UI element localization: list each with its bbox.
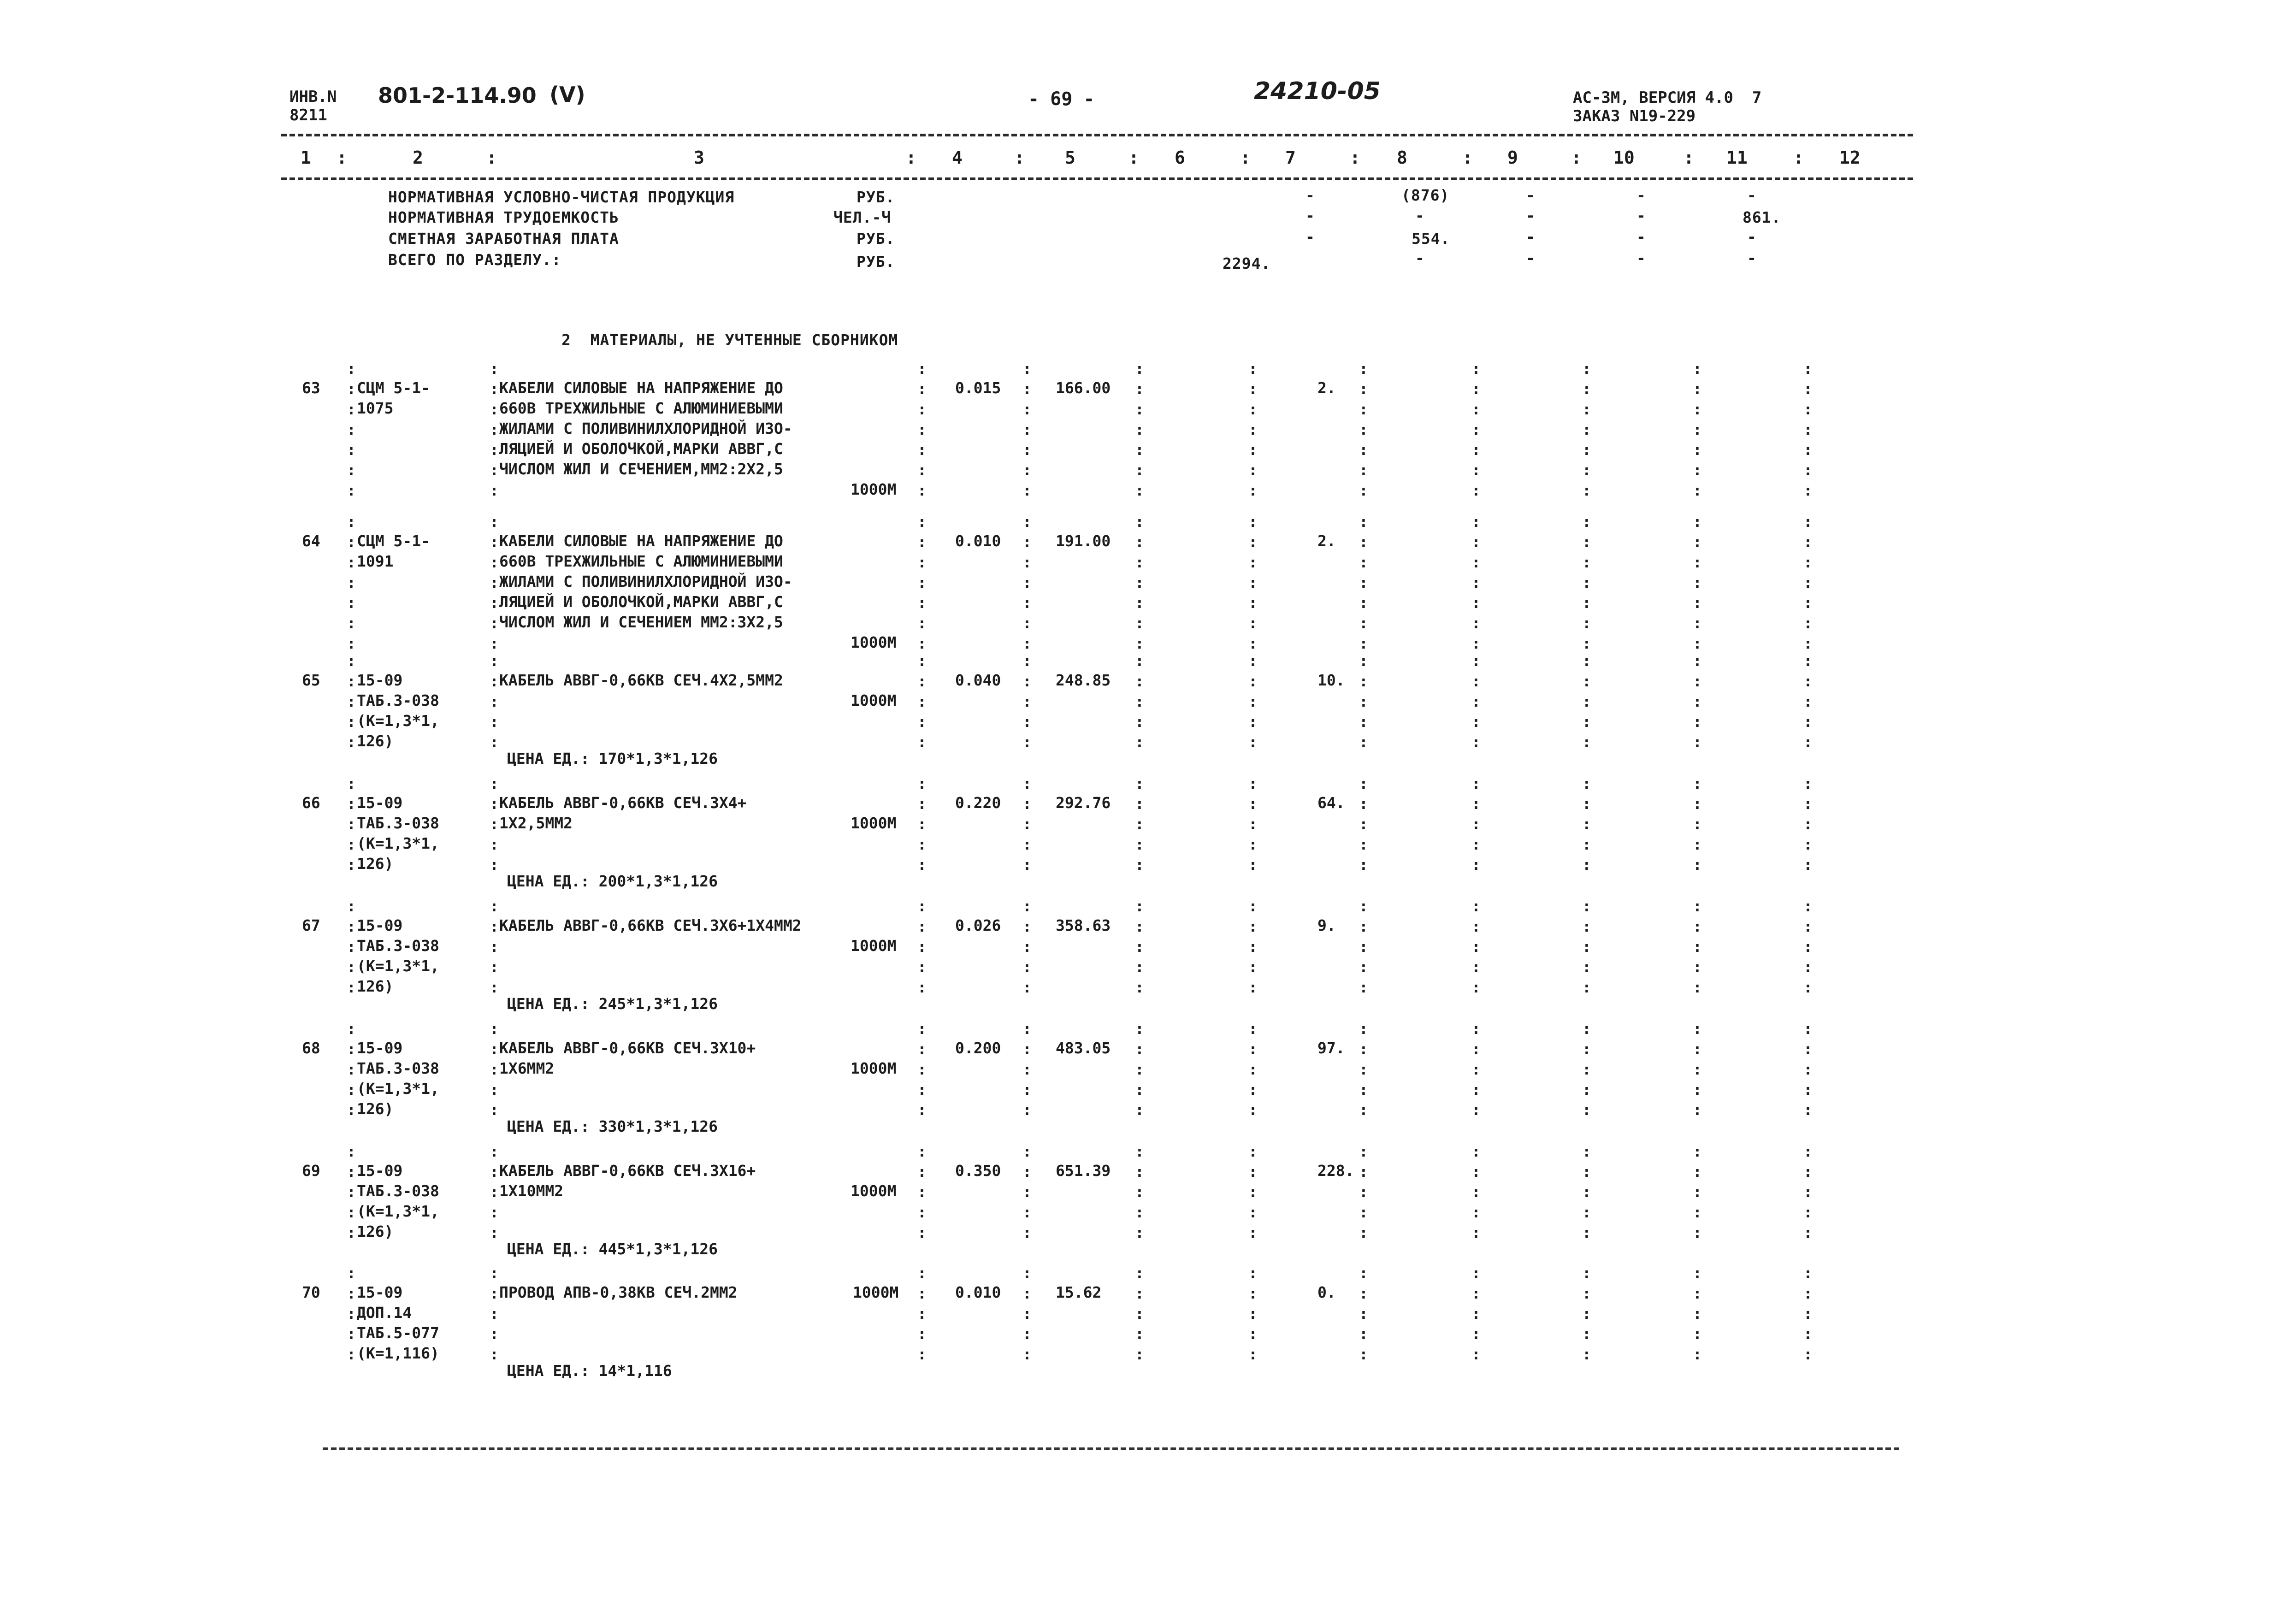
column-separator: : : : : : — [347, 1020, 356, 1119]
column-separator: : : : : : — [490, 1020, 499, 1119]
row-quantity: 0.040 — [955, 671, 1001, 689]
summary-label: НОРМАТИВНАЯ ТРУДОЕМКОСТЬ — [388, 208, 619, 226]
summary-value: 861. — [1743, 208, 1781, 226]
row-description-line: КАБЕЛЬ АВВГ-0,66КВ СЕЧ.3Х6+1Х4ММ2 — [499, 916, 802, 934]
summary-value: - — [1636, 207, 1646, 224]
column-separator: : : : : : : : — [1359, 360, 1368, 499]
column-separator: : : : : : — [1803, 1020, 1813, 1119]
row-total: 64. — [1317, 794, 1345, 812]
column-separator: : : : : : : : — [1582, 513, 1591, 652]
row-description-line: ЧИСЛОМ ЖИЛ И СЕЧЕНИЕМ ММ2:3Х2,5 — [499, 613, 783, 631]
row-unit-price: 15.62 — [1056, 1283, 1102, 1301]
row-unit: 1000М — [851, 691, 897, 709]
column-separator: : : : : : — [1359, 652, 1368, 751]
column-separator: : — [486, 148, 497, 168]
column-separator: : : : : : : : — [1471, 513, 1481, 652]
column-separator: : — [1571, 148, 1582, 168]
column-separator: : — [1350, 148, 1360, 168]
column-number: 9 — [1507, 148, 1518, 168]
summary-unit: ЧЕЛ.-Ч — [833, 208, 892, 226]
column-number: 10 — [1613, 148, 1635, 168]
column-separator: : : : : : : : — [1248, 513, 1258, 652]
summary-value: - — [1415, 207, 1425, 224]
column-separator: : : : : : — [1022, 897, 1032, 996]
row-code-line: 1091 — [357, 552, 394, 570]
column-separator: : : : : : — [1135, 897, 1144, 996]
column-separator: : : : : : — [1803, 1142, 1813, 1241]
column-separator: : : : : : — [1582, 897, 1591, 996]
summary-label: НОРМАТИВНАЯ УСЛОВНО-ЧИСТАЯ ПРОДУКЦИЯ — [388, 188, 735, 206]
column-separator: : : : : : — [1471, 1020, 1481, 1119]
row-quantity: 0.026 — [955, 916, 1001, 934]
row-description-line: КАБЕЛЬ АВВГ-0,66КВ СЕЧ.3Х4+ — [499, 794, 747, 812]
row-unit: 1000М — [851, 814, 897, 832]
column-separator: : : : : : — [1359, 897, 1368, 996]
column-separator: : : : : : — [1582, 1020, 1591, 1119]
row-price-note: ЦЕНА ЕД.: 14*1,116 — [507, 1362, 672, 1380]
row-quantity: 0.350 — [955, 1162, 1001, 1180]
column-number: 1 — [301, 148, 311, 168]
row-code-line: ТАБ.3-038 — [357, 1059, 439, 1077]
row-code-line: ДОП.14 — [357, 1304, 412, 1322]
row-description-line: 660В ТРЕХЖИЛЬНЫЕ С АЛЮМИНИЕВЫМИ — [499, 399, 783, 417]
column-separator: : : : : : — [1693, 1020, 1702, 1119]
row-total: 0. — [1317, 1283, 1336, 1301]
column-separator: : : : : : — [1135, 652, 1144, 751]
column-separator: : : : : : — [1693, 652, 1702, 751]
row-total: 2. — [1317, 532, 1336, 550]
row-quantity: 0.220 — [955, 794, 1001, 812]
row-total: 2. — [1317, 379, 1336, 397]
column-separator: : : : : : — [1693, 774, 1702, 874]
row-description-line: ЖИЛАМИ С ПОЛИВИНИЛХЛОРИДНОЙ ИЗО- — [499, 419, 792, 437]
column-separator: : : : : : — [1248, 1264, 1258, 1363]
row-unit-price: 248.85 — [1056, 671, 1111, 689]
row-total: 10. — [1317, 671, 1345, 689]
column-separator: : : : : : — [1471, 1142, 1481, 1241]
row-code-line: ТАБ.3-038 — [357, 691, 439, 709]
row-code-line: 15-09 — [357, 1283, 403, 1301]
summary-value: - — [1747, 228, 1757, 246]
row-description-line: КАБЕЛИ СИЛОВЫЕ НА НАПРЯЖЕНИЕ ДО — [499, 379, 783, 397]
row-price-note: ЦЕНА ЕД.: 445*1,3*1,126 — [507, 1240, 718, 1258]
column-separator: : : : : : : : — [347, 360, 356, 499]
row-unit-price: 651.39 — [1056, 1162, 1111, 1180]
column-separator: : : : : : — [1803, 1264, 1813, 1363]
row-number: 64 — [302, 532, 320, 550]
summary-value: - — [1636, 228, 1646, 246]
row-number: 70 — [302, 1283, 320, 1301]
column-number: 3 — [694, 148, 704, 168]
row-unit: 1000М — [851, 937, 897, 955]
row-number: 68 — [302, 1039, 320, 1057]
column-separator: : : : : : : : — [1022, 513, 1032, 652]
column-separator: : : : : : — [1582, 1142, 1591, 1241]
summary-value: - — [1747, 186, 1757, 204]
row-code-line: (К=1,3*1, — [357, 957, 439, 975]
section-title: 2 МАТЕРИАЛЫ, НЕ УЧТЕННЫЕ СБОРНИКОМ — [561, 331, 898, 349]
page-number: - 69 - — [1028, 89, 1095, 110]
row-code-line: ТАБ.5-077 — [357, 1324, 439, 1342]
column-separator: : : : : : : : — [1471, 360, 1481, 499]
column-separator: : : : : : — [1359, 1020, 1368, 1119]
row-number: 66 — [302, 794, 320, 812]
column-separator: : : : : : — [347, 1264, 356, 1363]
row-code-line: 15-09 — [357, 1039, 403, 1057]
column-separator: : : : : : — [1248, 652, 1258, 751]
column-separator: : : : : : — [1693, 1264, 1702, 1363]
column-separator: : : : : : : : — [1135, 513, 1144, 652]
column-number: 12 — [1839, 148, 1861, 168]
column-separator: : : : : : — [1471, 897, 1481, 996]
row-price-note: ЦЕНА ЕД.: 330*1,3*1,126 — [507, 1117, 718, 1135]
column-separator: : : : : : : : — [347, 513, 356, 652]
column-separator: : : : : : : : — [1022, 360, 1032, 499]
column-separator: : : : : : — [1803, 652, 1813, 751]
row-description-line: 1Х10ММ2 — [499, 1182, 564, 1200]
column-separator: : : : : : — [1359, 1264, 1368, 1363]
column-separator: : : : : : — [1582, 774, 1591, 874]
row-code-line: 126) — [357, 732, 394, 750]
row-unit-price: 191.00 — [1056, 532, 1111, 550]
column-separator: : : : : : — [1022, 1264, 1032, 1363]
summary-unit: РУБ. — [857, 253, 895, 271]
column-separator: : : : : : — [1693, 1142, 1702, 1241]
column-separator: : : : : : — [1135, 1020, 1144, 1119]
row-unit: 1000М — [851, 633, 897, 651]
column-separator: : : : : : — [1359, 1142, 1368, 1241]
summary-value: - — [1526, 249, 1536, 267]
row-description-line: КАБЕЛИ СИЛОВЫЕ НА НАПРЯЖЕНИЕ ДО — [499, 532, 783, 550]
row-description-line: КАБЕЛЬ АВВГ-0,66КВ СЕЧ.4Х2,5ММ2 — [499, 671, 783, 689]
inv-label: ИНВ.N — [289, 88, 337, 106]
column-separator: : — [1793, 148, 1804, 168]
row-price-note: ЦЕНА ЕД.: 245*1,3*1,126 — [507, 995, 718, 1013]
row-description-line: 1Х6ММ2 — [499, 1059, 555, 1077]
row-number: 67 — [302, 916, 320, 934]
row-description-line: ЧИСЛОМ ЖИЛ И СЕЧЕНИЕМ,ММ2:2Х2,5 — [499, 460, 783, 478]
row-description-line: ЖИЛАМИ С ПОЛИВИНИЛХЛОРИДНОЙ ИЗО- — [499, 573, 792, 591]
row-number: 63 — [302, 379, 320, 397]
column-separator: : — [1240, 148, 1251, 168]
column-separator: : : : : : — [347, 652, 356, 751]
row-description-line: ПРОВОД АПВ-0,38КВ СЕЧ.2ММ2 — [499, 1283, 738, 1301]
column-separator: : — [906, 148, 916, 168]
column-separator: : : : : : — [1135, 1264, 1144, 1363]
row-total: 97. — [1317, 1039, 1345, 1057]
column-number: 7 — [1285, 148, 1296, 168]
row-code-line: 126) — [357, 1222, 394, 1240]
order-number: ЗАКАЗ N19-229 — [1573, 107, 1696, 125]
row-unit: 1000М — [851, 1059, 897, 1077]
column-separator: : : : : : — [490, 774, 499, 874]
column-separator: : : : : : — [490, 652, 499, 751]
row-code-line: ТАБ.3-038 — [357, 1182, 439, 1200]
column-number: 4 — [952, 148, 963, 168]
row-code-line: ТАБ.3-038 — [357, 937, 439, 955]
row-price-note: ЦЕНА ЕД.: 200*1,3*1,126 — [507, 872, 718, 890]
row-code-line: 126) — [357, 977, 394, 995]
row-code-line: (К=1,3*1, — [357, 1080, 439, 1098]
column-separator: : : : : : — [1359, 774, 1368, 874]
column-separator: : : : : : : : — [1693, 513, 1702, 652]
column-separator: : : : : : — [1471, 1264, 1481, 1363]
row-code-line: (К=1,116) — [357, 1344, 439, 1362]
summary-unit: РУБ. — [857, 230, 895, 248]
column-separator: : — [337, 148, 347, 168]
summary-value: - — [1305, 228, 1315, 246]
row-total: 228. — [1317, 1162, 1354, 1180]
column-separator: : : : : : — [347, 774, 356, 874]
column-separator: : : : : : — [1582, 1264, 1591, 1363]
bottom-rule — [323, 1447, 1899, 1450]
summary-value: - — [1305, 207, 1315, 224]
row-code-line: 15-09 — [357, 794, 403, 812]
header-rule-top — [281, 134, 1913, 136]
row-description-line: ЛЯЦИЕЙ И ОБОЛОЧКОЙ,МАРКИ АВВГ,С — [499, 440, 783, 458]
column-separator: : : : : : : : — [1803, 360, 1813, 499]
column-separator: : : : : : — [1248, 897, 1258, 996]
handwritten-code: 24210-05 — [1254, 77, 1381, 105]
row-quantity: 0.010 — [955, 532, 1001, 550]
column-separator: : — [1684, 148, 1694, 168]
row-code-line: 126) — [357, 1100, 394, 1118]
column-separator: : : : : : — [347, 897, 356, 996]
row-unit-price: 166.00 — [1056, 379, 1111, 397]
column-separator: : : : : : — [490, 1264, 499, 1363]
summary-value: (876) — [1401, 186, 1450, 204]
row-code-line: (К=1,3*1, — [357, 712, 439, 730]
column-separator: : : : : : — [490, 1142, 499, 1241]
column-separator: : : : : : : : — [490, 360, 499, 499]
row-quantity: 0.015 — [955, 379, 1001, 397]
row-quantity: 0.010 — [955, 1283, 1001, 1301]
document-code: 801-2-114.90 — [378, 83, 537, 108]
column-separator: : : : : : : : — [1359, 513, 1368, 652]
column-separator: : : : : : — [1693, 897, 1702, 996]
row-code-line: (К=1,3*1, — [357, 834, 439, 852]
row-description-line: ЛЯЦИЕЙ И ОБОЛОЧКОЙ,МАРКИ АВВГ,С — [499, 593, 783, 611]
row-code-line: СЦМ 5-1- — [357, 379, 430, 397]
summary-value: 554. — [1412, 230, 1450, 248]
summary-value: - — [1636, 249, 1646, 267]
row-unit: 1000М — [851, 1182, 897, 1200]
column-separator: : : : : : — [1248, 1020, 1258, 1119]
row-unit-price: 358.63 — [1056, 916, 1111, 934]
column-separator: : : : : : : : — [917, 513, 927, 652]
summary-value: - — [1305, 186, 1315, 204]
column-separator: : : : : : : : — [490, 513, 499, 652]
summary-value: - — [1526, 228, 1536, 246]
row-unit: 1000М — [851, 480, 897, 498]
column-separator: : — [1462, 148, 1473, 168]
summary-value: - — [1526, 207, 1536, 224]
column-separator: : : : : : — [1135, 774, 1144, 874]
column-separator: : : : : : : : — [917, 360, 927, 499]
row-code-line: 15-09 — [357, 916, 403, 934]
row-description-line: 660В ТРЕХЖИЛЬНЫЕ С АЛЮМИНИЕВЫМИ — [499, 552, 783, 570]
row-number: 69 — [302, 1162, 320, 1180]
column-separator: : : : : : — [1803, 897, 1813, 996]
row-code-line: ТАБ.3-038 — [357, 814, 439, 832]
row-unit: 1000М — [853, 1283, 899, 1301]
row-price-note: ЦЕНА ЕД.: 170*1,3*1,126 — [507, 750, 718, 768]
column-separator: : : : : : : : — [1248, 360, 1258, 499]
summary-value: - — [1747, 249, 1757, 267]
column-separator: : : : : : — [490, 897, 499, 996]
column-separator: : : : : : — [1471, 652, 1481, 751]
column-separator: : : : : : — [1471, 774, 1481, 874]
row-code-line: (К=1,3*1, — [357, 1202, 439, 1220]
column-separator: : : : : : — [1248, 774, 1258, 874]
summary-label: ВСЕГО ПО РАЗДЕЛУ.: — [388, 251, 561, 269]
column-number: 6 — [1175, 148, 1185, 168]
column-separator: : : : : : — [917, 1020, 927, 1119]
row-description-line: КАБЕЛЬ АВВГ-0,66КВ СЕЧ.3Х10+ — [499, 1039, 756, 1057]
row-description-line: 1Х2,5ММ2 — [499, 814, 573, 832]
column-number: 5 — [1065, 148, 1075, 168]
column-separator: : — [1128, 148, 1139, 168]
summary-value: - — [1636, 186, 1646, 204]
inv-number: 8211 — [289, 106, 327, 124]
summary-value: - — [1526, 186, 1536, 204]
column-separator: : : : : : — [347, 1142, 356, 1241]
document-part: (Ⅴ) — [549, 82, 585, 107]
column-separator: : : : : : — [917, 1264, 927, 1363]
row-quantity: 0.200 — [955, 1039, 1001, 1057]
column-separator: : : : : : — [1022, 652, 1032, 751]
summary-label: СМЕТНАЯ ЗАРАБОТНАЯ ПЛАТА — [388, 230, 619, 248]
column-separator: : : : : : — [1022, 774, 1032, 874]
summary-value: - — [1415, 249, 1425, 267]
row-description-line: КАБЕЛЬ АВВГ-0,66КВ СЕЧ.3Х16+ — [499, 1162, 756, 1180]
column-separator: : : : : : : : — [1803, 513, 1813, 652]
column-separator: : : : : : : : — [1135, 360, 1144, 499]
column-separator: : : : : : — [1803, 774, 1813, 874]
software-version: АС-3М, ВЕРСИЯ 4.0 7 — [1573, 89, 1762, 107]
column-number: 2 — [413, 148, 423, 168]
column-separator: : : : : : : : — [1582, 360, 1591, 499]
row-code-line: 15-09 — [357, 671, 403, 689]
column-separator: : : : : : — [1248, 1142, 1258, 1241]
summary-unit: РУБ. — [857, 188, 895, 206]
row-unit-price: 292.76 — [1056, 794, 1111, 812]
row-total: 9. — [1317, 916, 1336, 934]
column-separator: : — [1014, 148, 1025, 168]
row-unit-price: 483.05 — [1056, 1039, 1111, 1057]
row-code-line: 15-09 — [357, 1162, 403, 1180]
column-separator: : : : : : : : — [1693, 360, 1702, 499]
column-separator: : : : : : — [917, 774, 927, 874]
column-separator: : : : : : — [1582, 652, 1591, 751]
row-number: 65 — [302, 671, 320, 689]
column-number: 11 — [1726, 148, 1748, 168]
summary-value: 2294. — [1223, 254, 1271, 272]
header-rule-bottom — [281, 177, 1913, 180]
row-code-line: 126) — [357, 855, 394, 873]
column-separator: : : : : : — [1022, 1142, 1032, 1241]
column-separator: : : : : : — [1022, 1020, 1032, 1119]
row-code-line: СЦМ 5-1- — [357, 532, 430, 550]
column-separator: : : : : : — [917, 1142, 927, 1241]
column-separator: : : : : : — [917, 652, 927, 751]
column-separator: : : : : : — [1135, 1142, 1144, 1241]
row-code-line: 1075 — [357, 399, 394, 417]
column-separator: : : : : : — [917, 897, 927, 996]
column-number: 8 — [1397, 148, 1407, 168]
